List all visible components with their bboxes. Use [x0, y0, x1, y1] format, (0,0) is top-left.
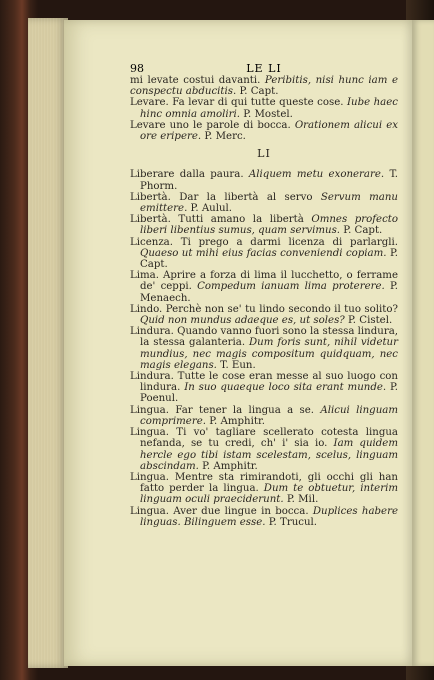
entry-italian: Libertà. Tutti amano la libertà	[130, 214, 312, 226]
entry-source: P. Capt.	[140, 247, 398, 271]
entry-source: T. Eun.	[216, 359, 256, 371]
section-title: LI	[257, 147, 271, 161]
entry-latin: Aliquem metu exonerare.	[248, 169, 385, 181]
entry-latin: Quaeso ut mihi eius facias conveniendi copiam.	[140, 247, 387, 259]
entry-italian: mi levate costui davanti.	[130, 75, 265, 86]
entry-latin: Duplices habere linguas. Bilinguem esse.	[140, 505, 398, 528]
dictionary-entry	[130, 506, 398, 528]
entry-italian: Libertà. Dar la libertà al servo	[130, 191, 321, 203]
dictionary-entry	[130, 120, 398, 142]
next-page-edge	[412, 20, 434, 666]
entry-source: P. Capt.	[340, 225, 383, 237]
entry-source: P. Cistel.	[344, 315, 393, 327]
entry-source: P. Aulul.	[187, 203, 233, 215]
dictionary-entry	[130, 270, 398, 304]
entry-latin: Quid non mundus adaeque es, ut soles?	[140, 315, 345, 327]
running-title: LE LI	[246, 62, 282, 75]
entry-source: P. Menaech.	[140, 281, 398, 304]
main-entries	[130, 169, 398, 528]
dictionary-entry	[130, 472, 398, 506]
entry-italian: Lindura. Tutte le cose eran messe al suo luogo con lindura.	[130, 371, 398, 394]
dictionary-entry	[130, 304, 398, 326]
entry-source: T. Phorm.	[140, 169, 398, 192]
entry-italian: Licenza. Ti prego a darmi licenza di parlargli.	[130, 236, 398, 248]
entry-latin: In suo quaeque loco sita erant munde.	[184, 382, 387, 394]
entry-source: P. Amphitr.	[198, 460, 258, 472]
dictionary-entry	[130, 237, 398, 271]
page-body	[130, 75, 398, 528]
entry-italian: Lindura. Quando vanno fuori sono la stessa lindura, la stessa galanteria.	[130, 326, 399, 349]
entry-italian: Lingua. Mentre sta rimirandoti, gli occhi gli han fatto perder la lingua.	[130, 471, 398, 495]
entry-italian: Lima. Aprire a forza di lima il lucchetto, o ferrame de' ceppi.	[130, 270, 398, 293]
entry-italian: Levare uno le parole di bocca.	[130, 119, 295, 131]
entry-italian: Lingua. Aver due lingue in bocca.	[130, 505, 313, 517]
entry-latin: Alicui linguam comprimere.	[140, 404, 399, 427]
page-number: 98	[130, 62, 144, 75]
entry-italian: Lingua. Ti vo' tagliare scellerato cotesta lingua nefanda, se tu credi, ch' i' sia io.	[130, 427, 398, 450]
dictionary-entry	[130, 192, 398, 214]
entry-latin: Dum te obtuetur, interim linguam oculi praeciderunt.	[140, 483, 398, 506]
dictionary-entry	[130, 326, 398, 371]
entry-source: P. Mostel.	[240, 108, 293, 120]
dictionary-entry	[130, 97, 398, 119]
entry-latin: Compedum ianuam lima proterere.	[197, 281, 385, 293]
entry-source: P. Mil.	[283, 494, 319, 506]
dictionary-entry	[130, 371, 398, 405]
entry-latin: Iube haec hinc omnia amoliri.	[140, 97, 398, 120]
entry-source: P. Amphitr.	[205, 415, 265, 427]
entry-italian: Levare. Fa levar di qui tutte queste cose.	[130, 97, 347, 109]
entry-italian: Lindo. Perchè non se' tu lindo secondo il tuo solito?	[130, 303, 398, 315]
entry-source: P. Capt.	[236, 86, 279, 98]
entry-latin: Dum foris sunt, nihil videtur mundius, nec magis compositum quidquam, nec magis elegans.	[140, 337, 398, 371]
page-edges	[28, 18, 68, 668]
entry-latin: Orationem alicui ex ore eripere.	[140, 119, 398, 143]
entry-italian: Liberare dalla paura.	[130, 169, 249, 181]
dictionary-entry	[130, 75, 398, 97]
entry-italian: Lingua. Far tener la lingua a se.	[130, 404, 321, 416]
entry-source: P. Trucul.	[265, 516, 318, 528]
entry-source: P. Merc.	[201, 131, 246, 143]
entry-latin: Iam quidem hercle ego tibi istam scelestam, scelus, linguam abscindam.	[140, 438, 398, 472]
entry-latin: Servum manu emittere.	[140, 191, 398, 215]
dictionary-entry	[130, 214, 398, 236]
top-entries	[130, 75, 398, 142]
dictionary-entry	[130, 427, 398, 472]
dictionary-entry	[130, 405, 398, 427]
entry-latin: Omnes profecto liberi libentius sumus, quam servimus.	[140, 214, 398, 237]
entry-latin: Peribitis, nisi hunc iam e conspectu abducitis.	[130, 75, 398, 98]
entry-source: P. Poenul.	[140, 382, 398, 405]
page-header	[130, 62, 398, 76]
dictionary-entry	[130, 169, 398, 191]
